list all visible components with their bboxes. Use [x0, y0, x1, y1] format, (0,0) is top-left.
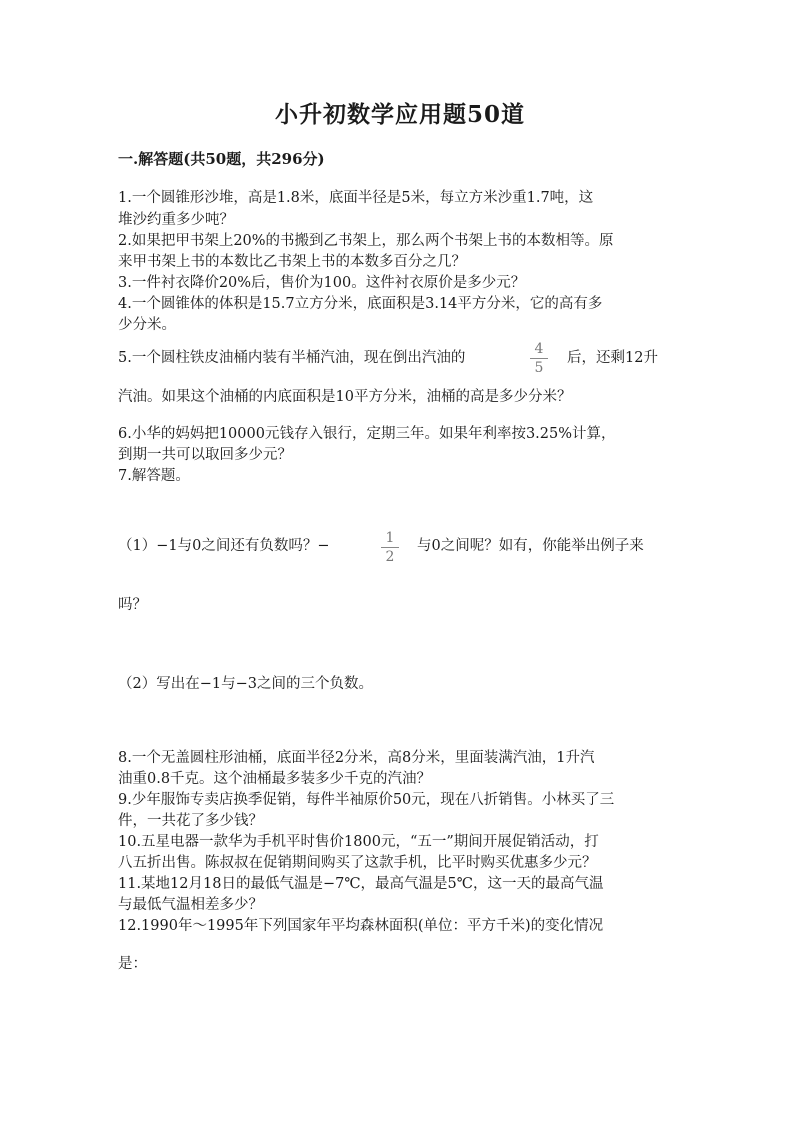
question-6-line-1: 6.小华的妈妈把10000元钱存入银行，定期三年。如果年利率按3.25%计算，: [118, 426, 616, 442]
fraction-denominator: 5: [534, 360, 544, 376]
question-9-line-1: 9.少年服饰专卖店换季促销，每件半袖原价50元，现在八折销售。小林买了三: [118, 792, 615, 808]
question-5-line-1b: 后，还剩12升: [567, 350, 658, 366]
question-11-line-1: 11.某地12月18日的最低气温是−7℃，最高气温是5℃，这一天的最高气温: [118, 876, 604, 892]
question-10-line-1: 10.五星电器一款华为手机平时售价1800元，“五一”期间开展促销活动，打: [118, 834, 599, 850]
question-2-line-1: 2.如果把甲书架上20%的书搬到乙书架上，那么两个书架上书的本数相等。原: [118, 233, 614, 249]
page-title: 小升初数学应用题50道: [274, 101, 525, 128]
question-11-line-2: 与最低气温相差多少？: [118, 897, 263, 913]
question-7-sub1-a: （1）−1与0之间还有负数吗？−: [118, 538, 330, 554]
question-6-line-2: 到期一共可以取回多少元？: [118, 447, 292, 463]
question-7-sub1-b: 与0之间呢？如有，你能举出例子来: [417, 538, 644, 554]
question-10-line-2: 八五折出售。陈叔叔在促销期间购买了这款手机，比平时购买优惠多少元？: [118, 855, 597, 871]
question-2-line-2: 来甲书架上书的本数比乙书架上书的本数多百分之几？: [118, 254, 466, 270]
question-1-line-2: 堆沙约重多少吨？: [118, 212, 234, 228]
question-5-line-1a: 5.一个圆柱铁皮油桶内装有半桶汽油，现在倒出汽油的: [118, 350, 466, 366]
fraction-numerator: 1: [381, 530, 399, 548]
fraction-one-half: [381, 530, 399, 565]
question-1-line-1: 1.一个圆锥形沙堆，高是1.8米，底面半径是5米，每立方米沙重1.7吨，这: [118, 190, 594, 206]
question-12-line-2: 是：: [118, 956, 147, 972]
question-4-line-2: 少分米。: [118, 317, 176, 333]
section-heading: 一.解答题(共50题，共296分): [118, 150, 325, 168]
question-3-line-1: 3.一件衬衣降价20%后，售价为100。这件衬衣原价是多少元？: [118, 275, 526, 291]
fraction-numerator: 4: [530, 341, 548, 359]
question-7-sub2: （2）写出在−1与−3之间的三个负数。: [118, 676, 373, 692]
question-7-line-1: 7.解答题。: [118, 468, 190, 484]
question-7-sub1-line-2: 吗？: [118, 597, 147, 613]
question-8-line-1: 8.一个无盖圆柱形油桶，底面半径2分米，高8分米，里面装满汽油，1升汽: [118, 750, 595, 766]
question-9-line-2: 件，一共花了多少钱？: [118, 813, 263, 829]
fraction-denominator: 2: [385, 549, 395, 565]
question-5-line-2: 汽油。如果这个油桶的内底面积是10平方分米，油桶的高是多少分米？: [118, 389, 572, 405]
question-8-line-2: 油重0.8千克。这个油桶最多装多少千克的汽油？: [118, 771, 432, 787]
fraction-four-fifths: [530, 341, 548, 376]
question-12-line-1: 12.1990年～1995年下列国家年平均森林面积(单位：平方千米)的变化情况: [118, 918, 604, 934]
question-4-line-1: 4.一个圆锥体的体积是15.7立方分米，底面积是3.14平方分米，它的高有多: [118, 296, 603, 312]
